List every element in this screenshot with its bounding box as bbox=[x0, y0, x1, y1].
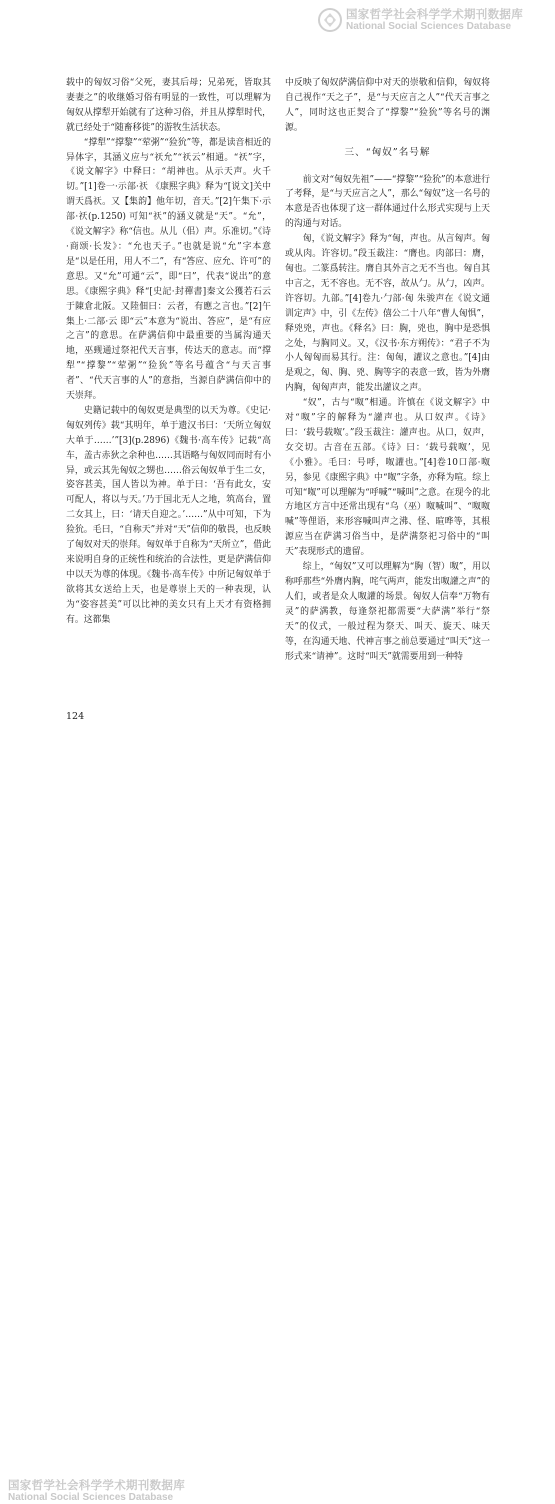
page-footer bbox=[0, 735, 555, 1504]
paragraph: “撑犁”“撑黎”“荤粥”“猃狁”等，都是读音相近的异体字，其涵义应与“祆允”“祆云”相通。“祆”字，《说文解字》中释曰：“胡神也。从示天声。火千切。”[1]卷一·示部·祆 《康熙字典》释为“[说文]关中谓天爲祆。又【集韵】他年切，音天。”[2]午集下·示部·祆(p.1250) 可知“祆”的涵义就是“天”。“允”，《说文解字》称“信也。从儿（佀）声。乐准切。”《诗·商颂·长发》：“允也天子。”也就是说“允”字本意是“以是任用，用人不二”，有“答应、应允、许可”的意思。又“允”可通“云”，即“曰”，代表“说出”的意思。《康熙字典》释“[史記·封禪書]秦文公獲若石云于陳倉北阪。又陸佃曰：云者，有應之言也。”[2]午集上·二部·云 即“云”本意为“说出、答应”，是“有应之言”的意思。在萨满信仰中最重要的当属沟通天地，巫觋通过祭祀代天言事，传达天的意志。而“撑犁”“撑黎”“荤粥”“猃狁”等名号蕴含“与天言事者”、“代天言事的人”的意指，当源自萨满信仰中的天崇拜。 bbox=[66, 137, 271, 402]
watermark-bottom bbox=[8, 1479, 213, 1504]
section-heading: 三、“匈奴”名号解 bbox=[344, 146, 431, 158]
left-column bbox=[66, 76, 271, 628]
paragraph: 载中的匈奴习俗“父死，妻其后母；兄弟死，皆取其妻妻之”的收继婚习俗有明显的一致性，可以理解为匈奴从撑犁开始就有了这种习俗，并且从撑犁时代，就已经处于“随畜移徙”的游牧生活状态。 bbox=[66, 78, 271, 133]
page-header bbox=[0, 0, 555, 44]
paragraph: 中反映了匈奴萨满信仰中对天的崇敬和信仰，匈奴将自己视作“天之子”，是“与天应言之人”“代天言事之人”，同时这也正契合了“撑黎”“猃狁”等名号的渊源。 bbox=[285, 78, 490, 133]
watermark-cn: 国家哲学社会科学学术期刊数据库 bbox=[346, 7, 523, 21]
right-column bbox=[285, 76, 490, 664]
page-number: 124 bbox=[66, 711, 85, 722]
paragraph: 史籍记载中的匈奴更是典型的以天为尊。《史记·匈奴列传》载“其明年，单于遗汉书曰：‘天所立匈奴大单于……’”[3](p.2896)《魏书·高车传》记载“高车，盖古赤狄之余种也……其语略与匈奴同而时有小异，或云其先匈奴之甥也……俗云匈奴单于生二女，姿容甚美，国人皆以为神。单于曰：‘吾有此女，安可配人，将以与天。’乃于国北无人之地，筑高台，置二女其上，曰：‘请天自迎之。’……”从中可知，下为猃狁。毛曰，“自称天”并对“天”信仰的敬畏，也反映了匈奴对天的崇拜。匈奴单于自称为“天所立”，借此来说明自身的正统性和统治的合法性，更是萨满信仰中以天为尊的体现。《魏书·高车传》中所记匈奴单于欲将其女送给上天，也是尊崇上天的一种表现，认为“姿容甚美”可以比神的美女只有上天才有资格拥有。这都集 bbox=[66, 405, 271, 625]
watermark-top bbox=[346, 8, 551, 33]
paragraph: 匈，《说文解字》释为“匈，声也。从言匈声。匈或从肉。许容切。”段玉裁注：“膺也。肉部曰：膺，匈也。二篆爲转注。膺自其外言之无不当也。匈自其中言之，无不容也。无不容，故从勹。从勹，凶声。许容切。九部。”[4]卷九·勹部·匈 朱骏声在《说文通训定声》中，引《左传》僖公二十八年“曹人匈惧”，释兇兇，声也。《释名》曰：胸，兇也，胸中是恐惧之处，与胸同义。又，《汉书·东方朔传》：“君子不为小人匈匈而易其行。注：匈匈，讙议之意也。”[4]由是观之，匈、胸、兇、胸等字的表意一致，皆为外膺内胸，匈匈声声，能发出讙议之声。 bbox=[285, 234, 490, 394]
paragraph: 前文对“匈奴先祖”——“撑黎”“猃狁”的本意进行了考释，是“与天应言之人”，那么“匈奴”这一名号的本意是否也体现了这一群体通过什么形式实现与上天的沟通与对话。 bbox=[285, 174, 490, 230]
watermark-en: National Social Sciences Database bbox=[346, 21, 512, 33]
database-logo-icon bbox=[318, 8, 342, 32]
watermark-en: National Social Sciences Database bbox=[8, 1492, 174, 1504]
paragraph: 综上，“匈奴”又可以理解为“胸（智）呶”，用以称呼那些“外膺内胸，咤气两声，能发出呶讙之声”的人们，或者是众人呶讙的场景。匈奴人信奉“万物有灵”的萨满教，每逢祭祀都需要“大萨满”举行“祭天”的仪式，一般过程为祭天、叫天、旋天、味天等，在沟通天地、代神言事之前总要通过“叫天”这一形式来“请神”。这时“叫天”就需要用到一种特 bbox=[285, 562, 490, 662]
paragraph: “奴”，古与“呶”相通。许慎在《说文解字》中对“呶”字的解释为“讙声也。从口奴声。《诗》曰：‘载号载呶’。”段玉裁注：讙声也。从口，奴声，女交切。古音在五部。《诗》曰：‘载号载呶’，见《小雅》。毛曰：号呼，呶讙也。”[4]卷10口部·呶 另，参见《康熙字典》中“呶”字条，亦释为喧。综上可知“呶”可以理解为“呼喊”“喊叫”之意。在现今的北方地区方言中还常出现有“乌（巫）呶喊叫”、“呶呶喊”等俚语，来形容喊叫声之沸、怪、暄哗等，其根源应当在萨满习俗当中，是萨满祭祀习俗中的“叫天”表现形式的遗留。 bbox=[285, 398, 490, 558]
watermark-cn: 国家哲学社会科学学术期刊数据库 bbox=[8, 1478, 185, 1492]
